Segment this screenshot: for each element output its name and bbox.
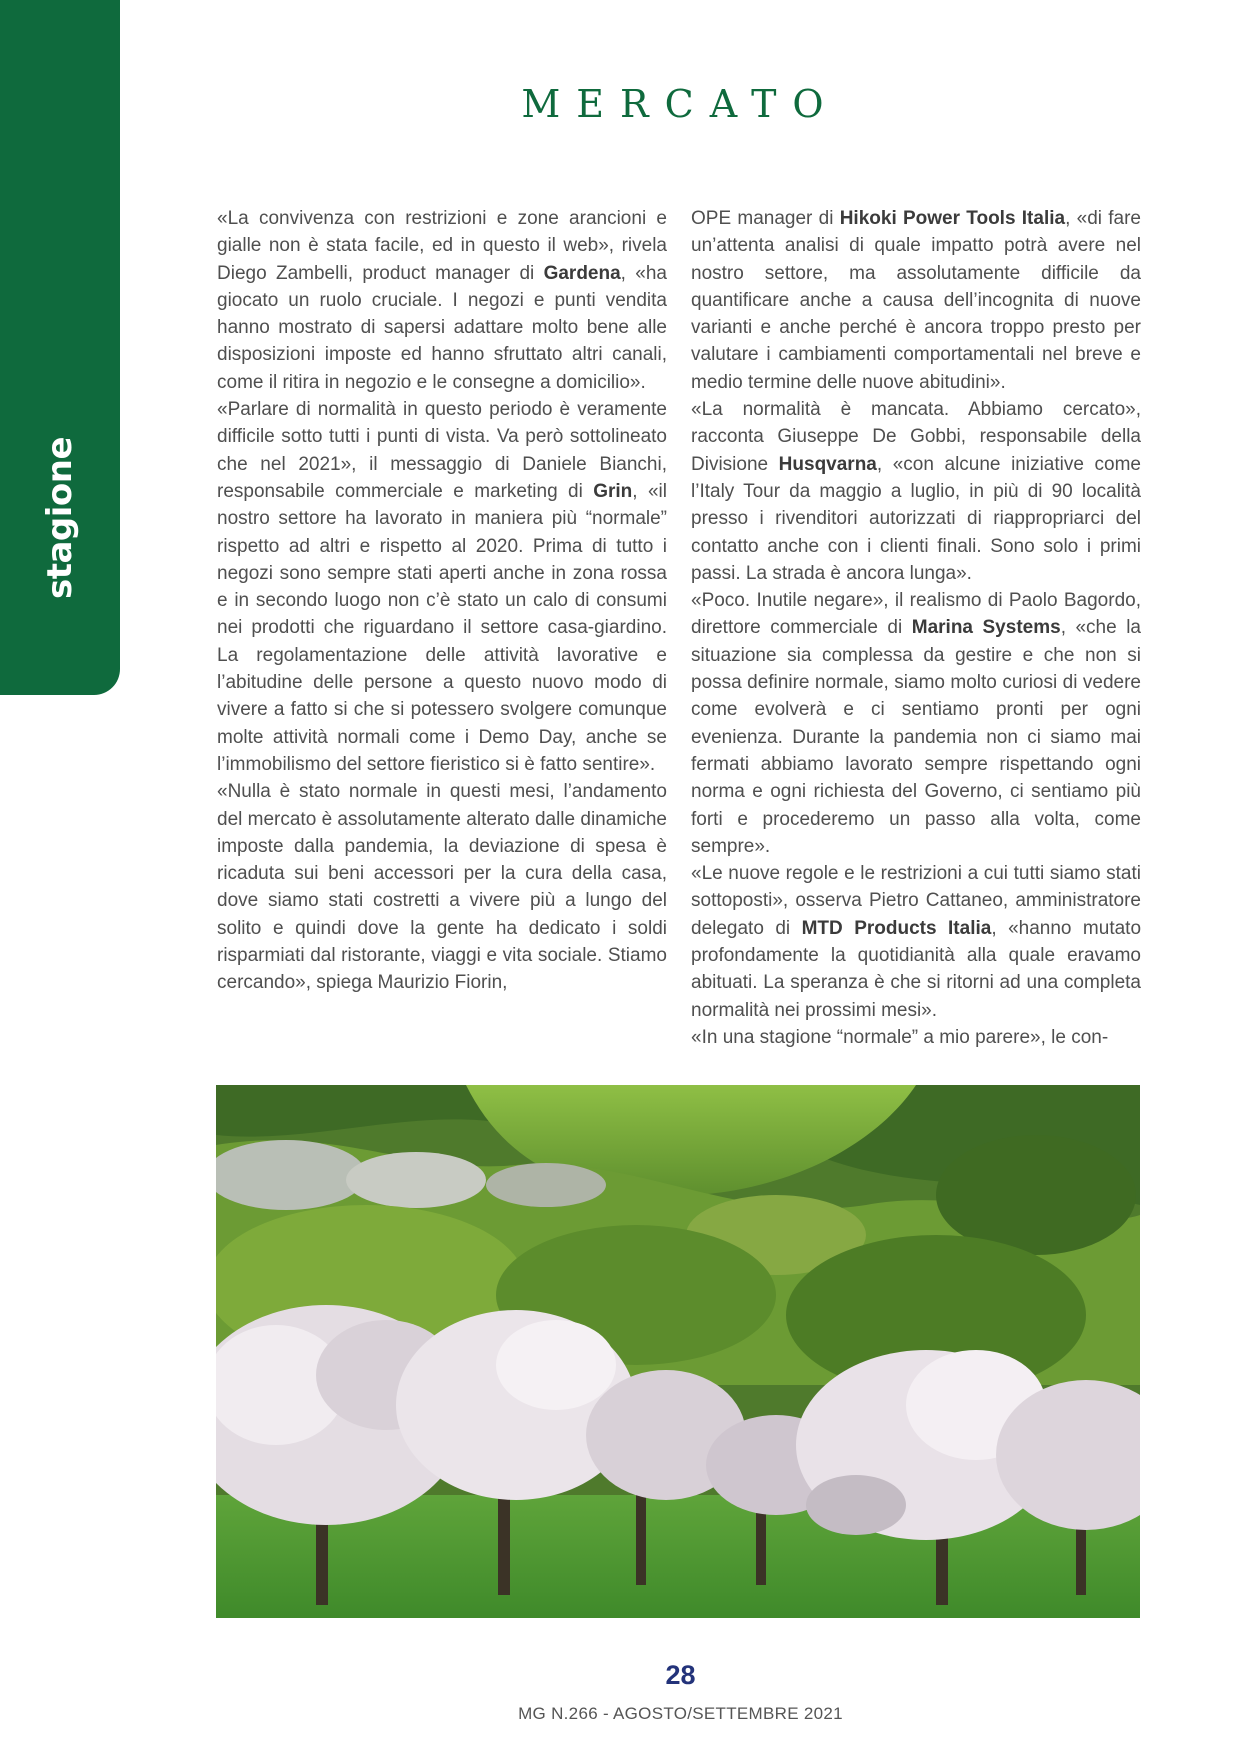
issue-info: MG N.266 - AGOSTO/SETTEMBRE 2021 bbox=[518, 1704, 843, 1723]
paragraph: «La convivenza con restrizioni e zone arancioni e gialle non è stata facile, ed in questo il web», rivela Diego Zambelli, product manager di Gardena, «ha giocato un ruolo cruciale. I negozi e punti vendita hanno mostrato di sapersi adattare molto bene alle disposizioni imposte ed hanno sfruttato altri canali, come il ritira in negozio e le consegne a domicilio». bbox=[217, 208, 667, 393]
text-column-right bbox=[691, 205, 1141, 1051]
brand-name: Marina Systems bbox=[911, 617, 1061, 639]
brand-name: Hikoki Power Tools Italia bbox=[839, 208, 1066, 229]
orchard-photo bbox=[216, 1085, 1140, 1618]
section-label: stagione bbox=[40, 436, 80, 600]
paragraph: «Nulla è stato normale in questi mesi, l’andamento del mercato è assolutamente alterato dalle dinamiche imposte dalla pandemia, la deviazione di spesa è ricaduta sui beni accessori per la cura della casa, dove siamo stati costretti a vivere più a lungo del solito e quindi dove la gente ha dedicato i soldi risparmiati dal ristorante, viaggi e vita sociale. Stiamo cercando», spiega Maurizio Fiorin, bbox=[217, 781, 667, 994]
page-title: MERCATO bbox=[521, 82, 840, 126]
paragraph: «Poco. Inutile negare», il realismo di Paolo Bagordo, direttore commerciale di Marina Systems, «che la situazione sia complessa da gestire e che non si possa definire normale, siamo molto curiosi di vedere come evolverà e ci sentiamo pronti per ogni evenienza. Durante la pandemia non ci siamo mai fermati abbiamo lavorato sempre rispettando ogni norma e ogni richiesta del Governo, ci sentiamo più forti e procederemo un passo alla volta, come sempre». bbox=[691, 590, 1141, 857]
page-number: 28 bbox=[665, 1660, 696, 1690]
text-column-left bbox=[217, 205, 667, 997]
paragraph: OPE manager di Hikoki Power Tools Italia, «di fare un’attenta analisi di quale impatto potrà avere nel nostro settore, ma assolutamente difficile da quantificare anche a causa dell’incognita di nuove varianti e anche perché è ancora troppo presto per valutare i cambiamenti comportamentali nel breve e medio termine delle nuove abitudini». bbox=[691, 208, 1141, 393]
brand-name: Gardena bbox=[543, 262, 621, 284]
brand-name: Husqvarna bbox=[778, 453, 877, 475]
paragraph: «Le nuove regole e le restrizioni a cui tutti siamo stati sottoposti», osserva Pietro Cattaneo, amministratore delegato di MTD Products Italia, «hanno mutato profondamente la quotidianità alla quale eravamo abituati. La speranza è che si ritorni ad una completa normalità nei prossimi mesi». bbox=[691, 863, 1142, 1021]
brand-name: MTD Products Italia bbox=[801, 917, 992, 939]
paragraph: «La normalità è mancata. Abbiamo cercato», racconta Giuseppe De Gobbi, responsabile della Divisione Husqvarna, «con alcune iniziative come l’Italy Tour da maggio a luglio, in più di 90 località presso i rivenditori autorizzati di riappropriarci del contatto anche con i clienti finali. Sono solo i primi passi. La strada è ancora lunga». bbox=[691, 399, 1141, 584]
paragraph: «Parlare di normalità in questo periodo è veramente difficile sotto tutti i punti di vista. Va però sottolineato che nel 2021», il messaggio di Daniele Bianchi, responsabile commerciale e marketing di Grin, «il nostro settore ha lavorato in maniera più “normale” rispetto ad altri e rispetto al 2020. Prima di tutto i negozi sono sempre stati aperti anche in zona rossa e in secondo luogo non c’è stato un calo di consumi nei prodotti che riguardano il settore casa-giardino. La regolamentazione delle attività lavorative e l’abitudine delle persone a questo nuovo modo di vivere a fatto si che si potessero svolgere comunque molte attività normali come i Demo Day, anche se l’immobilismo del settore fieristico si è fatto sentire». bbox=[217, 399, 667, 775]
paragraph: «In una stagione “normale” a mio parere», le con- bbox=[691, 1026, 1109, 1048]
brand-name: Grin bbox=[593, 480, 633, 502]
orchard-illustration bbox=[216, 1085, 1140, 1618]
